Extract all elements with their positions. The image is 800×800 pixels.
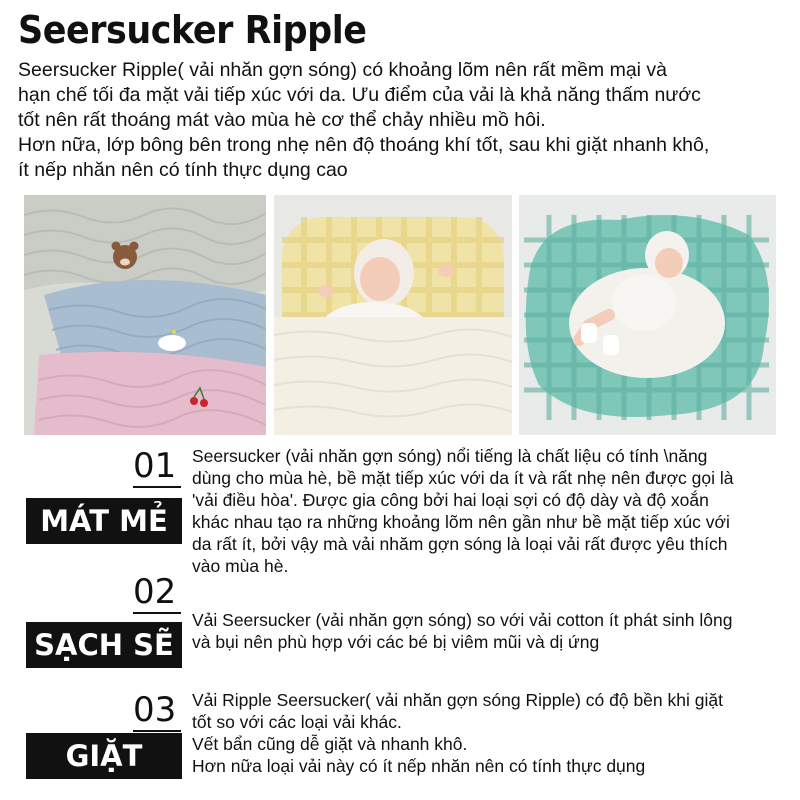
description-line: Vải Ripple Seersucker( vải nhăn gợn sóng Ripple) có độ bền khi giặt bbox=[192, 690, 723, 710]
description-line: 'vải điều hòa'. Được gia công bởi hai loại sợi có độ dày và độ xoắn bbox=[192, 490, 709, 510]
feature-number: 01 bbox=[133, 446, 177, 486]
intro-line: Hơn nữa, lớp bông bên trong nhẹ nên độ thoáng khí tốt, sau khi giặt nhanh khô, bbox=[18, 134, 710, 156]
intro-line: Seersucker Ripple( vải nhăn gợn sóng) có khoảng lõm nên rất mềm mại và bbox=[18, 59, 668, 81]
description-line: dùng cho mùa hè, bề mặt tiếp xúc với da ít và rất nhẹ nên được gọi là bbox=[192, 468, 734, 488]
intro-paragraph bbox=[18, 58, 798, 183]
feature-label-badge: SẠCH SẼ bbox=[26, 622, 182, 668]
intro-line: tốt nên rất thoáng mát vào mùa hè cơ thể chảy nhiều mồ hôi. bbox=[18, 109, 546, 131]
intro-line: ít nếp nhăn nên có tính thực dụng cao bbox=[18, 159, 348, 181]
description-line: Vết bẩn cũng dễ giặt và nhanh khô. bbox=[192, 734, 468, 754]
page-title: Seersucker Ripple bbox=[18, 8, 367, 52]
description-line: tốt so với các loại vải khác. bbox=[192, 712, 402, 732]
baby-on-yellow-gingham-pillow-photo bbox=[274, 195, 512, 435]
description-line: Vải Seersucker (vải nhăn gợn sóng) so với vải cotton ít phát sinh lông bbox=[192, 610, 733, 630]
description-line: và bụi nên phù hợp với các bé bị viêm mũi và dị ứng bbox=[192, 632, 600, 652]
feature-label-badge: GIẶT bbox=[26, 733, 182, 779]
feature-description bbox=[192, 689, 792, 777]
description-line: khác nhau tạo ra những khoảng lõm nên gần như bề mặt tiếp xúc với bbox=[192, 512, 730, 532]
number-underline bbox=[133, 612, 181, 614]
number-underline bbox=[133, 486, 181, 488]
number-underline bbox=[133, 730, 181, 732]
feature-description bbox=[192, 445, 792, 577]
feature-label-badge: MÁT MẺ bbox=[26, 498, 182, 544]
baby-in-teal-gingham-lounger-photo bbox=[519, 195, 776, 435]
description-line: da rất ít, bởi vậy mà vải nhăm gợn sóng là loại vải rất được yêu thích bbox=[192, 534, 728, 554]
description-line: vào mùa hè. bbox=[192, 556, 289, 576]
stacked-seersucker-fabrics-photo bbox=[24, 195, 266, 435]
intro-line: hạn chế tối đa mặt vải tiếp xúc với da. Ưu điểm của vải là khả năng thấm nước bbox=[18, 84, 701, 106]
description-line: Hơn nữa loại vải này có ít nếp nhăn nên có tính thực dụng bbox=[192, 756, 646, 776]
feature-number: 03 bbox=[133, 690, 177, 730]
feature-description bbox=[192, 609, 792, 653]
description-line: Seersucker (vải nhăn gợn sóng) nổi tiếng là chất liệu có tính \năng bbox=[192, 446, 708, 466]
feature-number: 02 bbox=[133, 572, 177, 612]
